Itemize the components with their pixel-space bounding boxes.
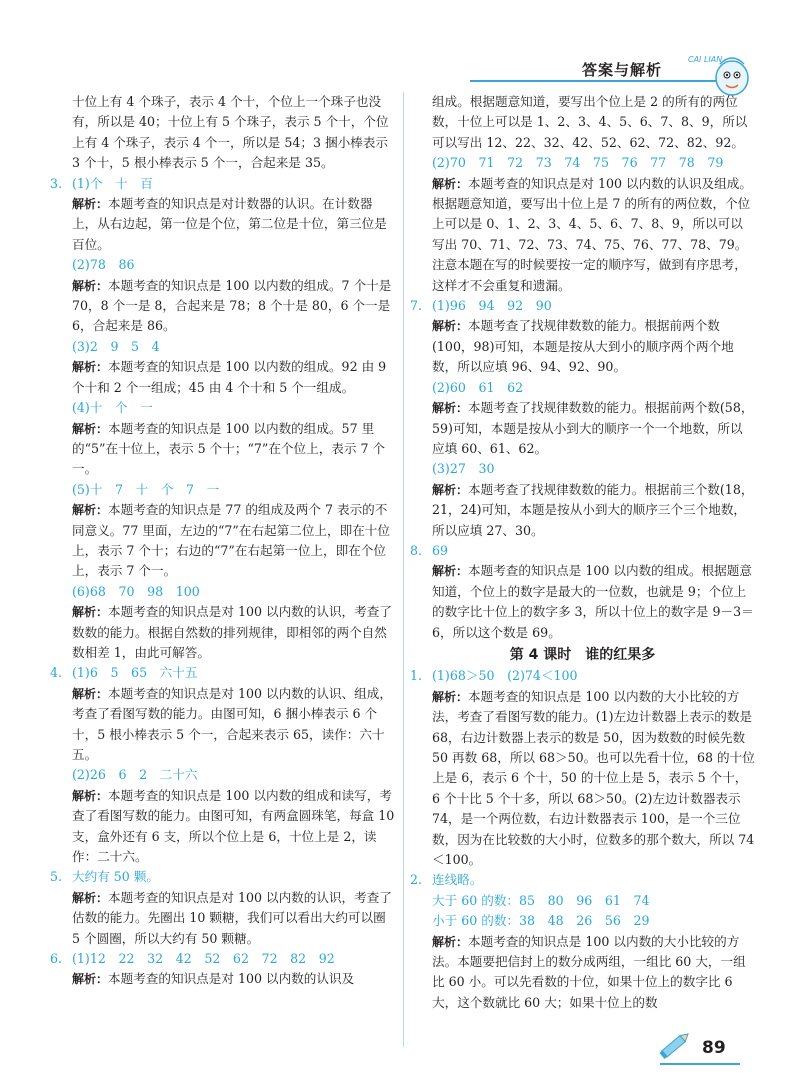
answer-line [410,378,755,398]
analysis-paragraph [50,888,395,949]
answer-line [410,153,755,173]
body-text: 本题考查的知识点是对 100 以内数的认识，考查了数数的能力。根据自然数的排列规律，即相邻的两个自然数相差 1，由此可解答。 [72,604,392,660]
answer-line [50,582,395,602]
answer-text: (1)个 十 百 [72,175,153,191]
footer-rule [660,1063,740,1065]
answer-line [50,663,395,683]
answer-line [410,459,755,479]
analysis-paragraph [50,969,395,989]
answer-line [410,296,755,316]
analysis-label: 解析： [432,319,469,334]
answer-line [50,949,395,969]
analysis-paragraph [50,276,395,337]
analysis-paragraph [410,398,755,459]
analysis-label: 解析： [432,689,469,704]
answer-line [410,541,755,561]
page-number: 89 [702,1038,726,1058]
question-number: 5. [50,869,63,885]
question-number: 7. [410,298,423,314]
answer-line [410,911,755,931]
body-text: 本题考查了找规律数数的能力。根据前两个数(100，98)可知，本题是按从大到小的顺序两个两个地数，所以应填 96、94、92、90。 [432,318,734,375]
analysis-label: 解析： [72,421,109,436]
analysis-paragraph [50,602,395,663]
answer-text: (2)26 6 2 二十六 [72,767,198,783]
section-title: 第 4 课时 谁的红果多 [509,646,656,663]
right-column [410,92,755,1013]
answer-line [50,480,395,500]
body-text: 本题考查的知识点是对 100 以内数的认识及组成。根据题意知道，要写出十位上是 7 的所有的两位数，个位上可以是 0、1、2、3、4、5、6、7、8、9，所以可以写出 70、71、72、73、74、75、76、77、78、79。注意本题在写的时候要按一定的顺序写，做到有序思考，这样才不会重复和遗漏。 [432,175,752,293]
answer-text: (6)68 70 98 100 [72,583,200,599]
analysis-paragraph [50,500,395,582]
analysis-label: 解析： [72,788,109,803]
answer-text: (3)27 30 [432,461,495,477]
answer-text: 连线略。 [432,872,483,888]
body-text: 本题考查的知识点是 100 以内数的组成。7 个十是 70，8 个一是 8，合起来是 78；8 个十是 80，6 个一是 6，合起来是 86。 [72,277,392,334]
logo-text: CAI LIAN [688,55,723,64]
answer-text: 69 [432,542,449,558]
question-number: 2. [410,872,423,888]
answer-line [50,867,395,887]
body-text: 本题考查的知识点是对 100 以内数的认识，考查了估数的能力。先圈出 10 颗糖，我们可以看出大约可以圈 5 个圆圈，所以大约有 50 颗糖。 [72,889,392,946]
analysis-paragraph [410,932,755,1014]
body-text: 本题考查的知识点是 77 的组成及两个 7 表示的不同意义。77 里面，左边的“7”在右起第二位上，即在十位上，表示 7 个十；右边的“7”在右起第一位上，即在个位上，表示 7 个一。 [72,502,390,579]
answer-text: (1)68＞50 (2)74＜100 [432,668,578,684]
question-number: 4. [50,665,63,681]
analysis-paragraph [410,687,755,871]
analysis-paragraph [410,480,755,541]
body-text: 本题考查了找规律数数的能力。根据前三个数(18，21，24)可知，本题是按从小到大的顺序三个三个地数，所以应填 27、30。 [432,481,754,538]
answer-text: (5)十 7 十 个 7 一 [72,481,220,497]
body-text: 本题考查的知识点是 100 以内数的组成。根据题意知道，个位上的数字是最大的一位数，也就是 9；个位上的数字比十位上的数字多 3，所以十位上的数字是 9－3＝6，所以这个数是 69。 [432,563,754,640]
analysis-label: 解析： [432,934,469,949]
answer-text: 小于 60 的数：38 48 26 56 29 [432,913,650,929]
question-number: 6. [50,951,63,967]
answer-text: (4)十 个 一 [72,400,153,416]
body-text: 本题考查的知识点是对 100 以内数的认识及 [108,971,355,987]
analysis-label: 解析： [72,278,109,293]
analysis-label: 解析： [72,503,109,518]
answer-text: (1)6 5 65 六十五 [72,665,198,681]
analysis-label: 解析： [72,890,109,905]
answer-line [410,666,755,686]
body-text: 本题考查的知识点是 100 以内数的组成和读写，考查了看图写数的能力。由图可知，有两盒圆珠笔，每盒 10 支，盒外还有 6 支，所以个位上是 6，十位上是 2，读作：二十六。 [72,787,395,865]
body-text: 本题考查的知识点是 100 以内数的大小比较的方法。本题要把信封上的数分成两组，一组比 60 大，一组比 60 小。可以先看数的十位，如果十位上的数字比 6 大，这个数就比 60 大；如果十位上的数 [432,933,746,1010]
question-number: 1. [410,668,423,684]
answer-line [50,398,395,418]
answer-text: (1)12 22 32 42 52 62 72 82 92 [72,951,335,967]
answer-line [50,337,395,357]
body-text: 本题考查的知识点是 100 以内数的组成。92 由 9 个十和 2 个一组成；45 由 4 个十和 5 个一组成。 [72,359,387,395]
analysis-paragraph [410,561,755,643]
analysis-label: 解析： [72,197,109,212]
column-divider [403,92,404,1047]
analysis-paragraph [50,786,395,868]
answer-line [410,891,755,911]
analysis-label: 解析： [72,605,109,620]
analysis-label: 解析： [432,482,469,497]
analysis-paragraph [410,174,755,296]
body-text: 本题考查的知识点是对计数器的认识。在计数器上，从右边起，第一位是个位，第二位是十位，第三位是百位。 [72,196,387,252]
answer-text: 大于 60 的数：85 80 96 61 74 [432,892,650,908]
answer-text: (2)70 71 72 73 74 75 76 77 78 79 [432,155,724,171]
analysis-paragraph [410,316,755,377]
analysis-label: 解析： [72,686,109,701]
analysis-label: 解析： [72,972,109,987]
answer-text: 大约有 50 颗。 [72,869,160,885]
analysis-paragraph [50,194,395,255]
body-text: 本题考查的知识点是对 100 以内数的认识、组成，考查了看图写数的能力。由图可知，6 捆小棒表示 6 个十，5 根小棒表示 5 个一，合起来表示 65，读作：六十五。 [72,685,392,762]
text-paragraph [410,92,755,153]
answer-text: (1)96 94 92 90 [432,298,552,314]
body-text: 本题考查的知识点是 100 以内数的组成。57 里的“5”在十位上，表示 5 个十；“7”在个位上，表示 7 个一。 [72,420,386,477]
analysis-label: 解析： [72,360,109,375]
body-text: 组成。根据题意知道，要写出个位上是 2 的所有的两位数，十位上可以是 1、2、3、4、5、6、7、8、9，所以可以写出 12、22、32、42、52、62、72、82、92。 [432,94,748,150]
answer-line [410,870,755,890]
text-paragraph [50,92,395,174]
question-number: 8. [410,542,423,558]
body-text: 本题考查的知识点是 100 以内数的大小比较的方法，考查了看图写数的能力。(1)左边计数器上表示的数是 68，右边计数器上表示的数是 50，因为数数的时候先数 50 再数 68，所以 68＞50。也可以先看十位，68 的十位上是 6，表示 6 个十，50 的十位上是 5，表示 5 个十，6 个十比 5 个十多，所以 68＞50。(2)左边计数器表示 74，是一个两位数，右边计数器表示 100，是一个三位数，因为在比较数的大小时，位数多的那个数大，所以 74＜100。 [432,688,755,868]
analysis-label: 解析： [432,401,469,416]
analysis-label: 解析： [432,176,469,191]
header-title: 答案与解析 [582,61,663,79]
answer-text: (2)78 86 [72,257,135,273]
body-text: 本题考查了找规律数数的能力。根据前两个数(58，59)可知，本题是按从小到大的顺序一个一个地数，所以应填 60、61、62。 [432,400,754,456]
answer-text: (3)2 9 5 4 [72,338,160,354]
answer-line [50,174,395,194]
left-column [50,92,395,990]
analysis-paragraph [50,684,395,766]
answer-line [50,765,395,785]
body-text: 十位上有 4 个珠子，表示 4 个十，个位上一个珠子也没有，所以是 40；十位上有 5 个珠子，表示 5 个十，个位上有 4 个珠子，表示 4 个一，所以是 54；3 捆小棒表示 3 个十，5 根小棒表示 5 个一，合起来是 35。 [72,94,389,171]
answer-text: (2)60 61 62 [432,379,524,395]
analysis-paragraph [50,419,395,480]
analysis-label: 解析： [432,564,469,579]
answer-line [50,255,395,275]
analysis-paragraph [50,357,395,398]
pencil-icon [655,1030,695,1060]
question-number: 3. [50,175,63,191]
